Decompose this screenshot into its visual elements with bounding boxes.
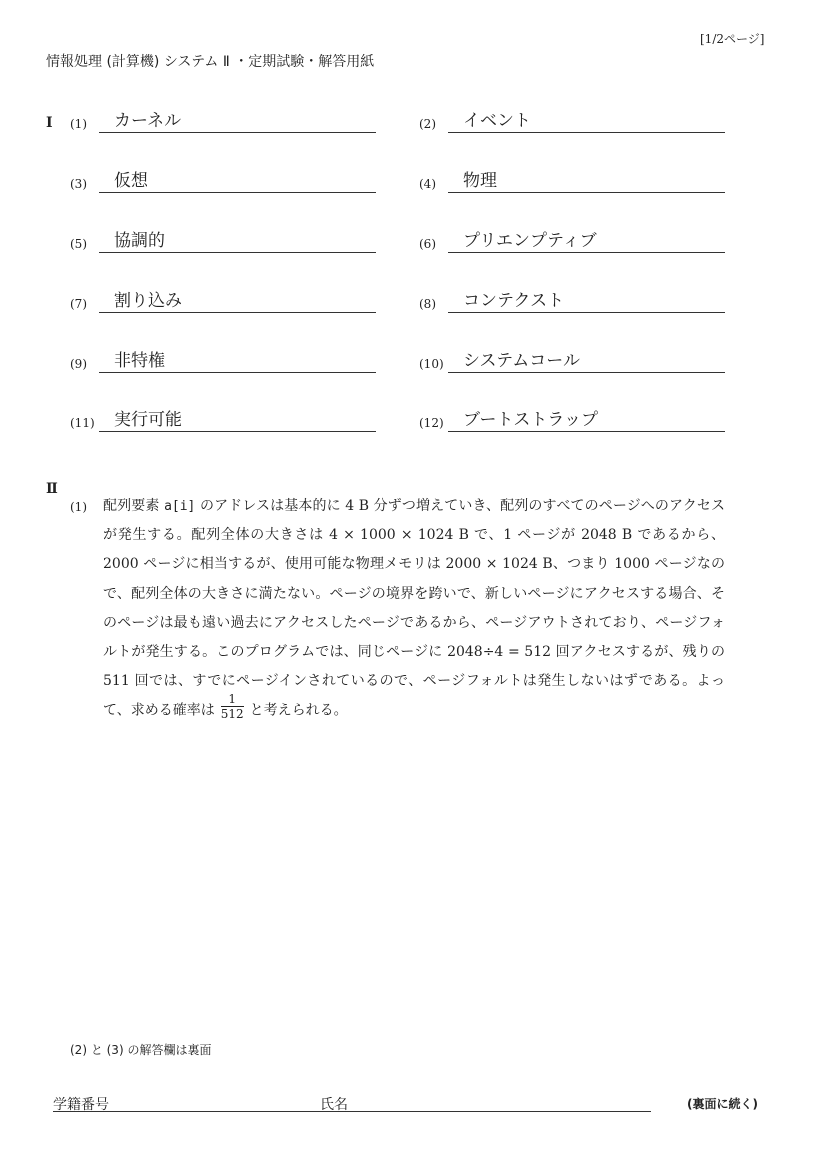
page-marker: [1/2ページ]	[700, 32, 765, 46]
signature-line[interactable]	[53, 1111, 651, 1112]
answer-number: (6)	[419, 237, 436, 251]
answer-text[interactable]	[103, 492, 725, 726]
answer-field[interactable]: プリエンプティブ	[448, 231, 725, 253]
answer-number: (9)	[70, 357, 87, 371]
continued-on-back: (裏面に続く)	[687, 1097, 758, 1111]
answer-number: (8)	[419, 297, 436, 311]
answer-field[interactable]: カーネル	[99, 111, 376, 133]
probability-fraction	[221, 692, 244, 721]
answer-text-part: 配列要素	[103, 498, 165, 514]
answer-number: (1)	[70, 117, 87, 131]
answer-field[interactable]: 協調的	[99, 231, 376, 253]
answer-field[interactable]: コンテクスト	[448, 291, 725, 313]
answer-field[interactable]: システムコール	[448, 351, 725, 373]
page-title: 情報処理 (計算機) システム Ⅱ ・定期試験・解答用紙	[46, 54, 375, 70]
answer-field[interactable]: 非特権	[99, 351, 376, 373]
answer-text-part: と考えられる。	[249, 702, 348, 719]
answer-field[interactable]: 割り込み	[99, 291, 376, 313]
answer-number: (2)	[419, 117, 436, 131]
answer-number: (11)	[70, 416, 95, 430]
answer-field[interactable]: 仮想	[99, 171, 376, 193]
fraction-denominator: 512	[220, 707, 244, 722]
array-element-code: a[i]	[164, 499, 196, 514]
answer-number: (10)	[419, 357, 444, 371]
answer-text-part: のアドレスは基本的に 4 B 分ずつ増えていき、配列のすべてのページへのアクセスが発生する。配列全体の大きさは 4 × 1000 × 1024 B で、1 ページが 2048 B であるから、2000 ページに相当するが、使用可能な物理メモリは 2000 × 1024 B、つまり 1000 ページなので、配列全体の大きさに満たない。ページの境界を跨いで、新しいページにアクセスする場合、そのページは最も遠い過去にアクセスしたページであるから、ページアウトされており、ページフォルトが発生する。このプログラムでは、同じページに 2048÷4 = 512 回アクセスするが、残りの 511 回では、すでにページインされているので、ページフォルトは発生しないはずである。よって、求める確率は	[103, 498, 725, 719]
fraction-numerator: 1	[221, 692, 244, 707]
question-number: (1)	[70, 500, 87, 514]
student-id-label: 学籍番号	[53, 1097, 109, 1113]
answer-field[interactable]: 実行可能	[99, 410, 376, 432]
answer-field[interactable]: イベント	[448, 111, 725, 133]
name-label: 氏名	[320, 1097, 348, 1113]
answer-field[interactable]: 物理	[448, 171, 725, 193]
section-1-label: I	[46, 115, 53, 131]
back-side-note: (2) と (3) の解答欄は裏面	[70, 1043, 212, 1057]
answer-number: (4)	[419, 177, 436, 191]
answer-field[interactable]: ブートストラップ	[448, 410, 725, 432]
answer-number: (12)	[419, 416, 444, 430]
answer-number: (7)	[70, 297, 87, 311]
answer-number: (3)	[70, 177, 87, 191]
section-2-label: Ⅱ	[46, 481, 58, 497]
answer-number: (5)	[70, 237, 87, 251]
